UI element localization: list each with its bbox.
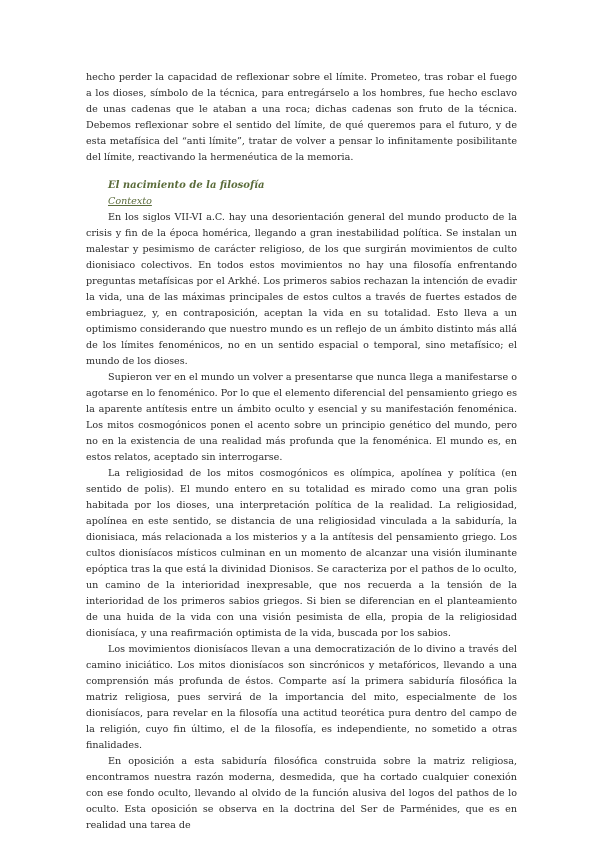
subsection-title: Contexto	[108, 196, 152, 207]
intro-paragraph: hecho perder la capacidad de reflexionar sobre el límite. Prometeo, tras robar el fuego a los dioses, símbolo de la técnica, para entregárselo a los hombres, fue hecho esclavo de unas cadenas que le ataban a una roca; dichas cadenas son fruto de la técnica. Debemos reflexionar sobre el sentido del límite, de qué queremos para el futuro, y de esta metafísica del “anti límite”, tratar de volver a pensar lo infinitamente posibilitante del límite, reactivando la hermenéutica de la memoria.	[86, 72, 517, 163]
body-paragraph: Supieron ver en el mundo un volver a presentarse que nunca llega a manifestarse o agotarse en lo fenoménico. Por lo que el elemento diferencial del pensamiento griego es la aparente antítesis entre un ámbito oculto y esencial y su manifestación fenoménica. Los mitos cosmogónicos ponen el acento sobre un principio genético del mundo, pero no en la existencia de una realidad más profunda que la fenoménica. El mundo es, en estos relatos, aceptado sin interrogarse.	[86, 372, 517, 463]
body-paragraph: En oposición a esta sabiduría filosófica construida sobre la matriz religiosa, encontramos nuestra razón moderna, desmedida, que ha cortado cualquier conexión con ese fondo oculto, llevando al olvido de la función alusiva del logos del pathos de lo oculto. Esta oposición se observa en la doctrina del Ser de Parménides, que es en realidad una tarea de	[86, 756, 517, 831]
section-title: El nacimiento de la filosofía	[108, 180, 265, 191]
body-paragraph: Los movimientos dionisíacos llevan a una democratización de lo divino a través del camino iniciático. Los mitos dionisíacos son sincrónicos y metafóricos, llevando a una comprensión más profunda de éstos. Comparte así la primera sabiduría filosófica la matriz religiosa, pues servirá de la importancia del mito, especialmente de los dionisíacos, para revelar en la filosofía una actitud teorética pura dentro del campo de la religión, cuyo fin último, el de la filosofía, es independiente, no sometido a otras finalidades.	[86, 644, 517, 751]
body-paragraph: La religiosidad de los mitos cosmogónicos es olímpica, apolínea y política (en sentido de polis). El mundo entero en su totalidad es mirado como una gran polis habitada por los dioses, una interpretación política de la realidad. La religiosidad, apolínea en este sentido, se distancia de una religiosidad vinculada a la sabiduría, la dionisiaca, más relacionada a los misterios y a la antítesis del pensamiento griego. Los cultos dionisíacos místicos culminan en un momento de alcanzar una visión iluminante epóptica tras la que está la divinidad Dionisos. Se caracteriza por el pathos de lo oculto, un camino de la interioridad inexpresable, que nos recuerda a la tensión de la interioridad de los primeros sabios griegos. Si bien se diferencian en el planteamiento de una huida de la vida con una visión pesimista de ella, propia de la religiosidad dionisíaca, y una reafirmación optimista de la vida, buscada por los sabios.	[86, 468, 517, 639]
page-body	[86, 70, 517, 834]
body-paragraph: En los siglos VII-VI a.C. hay una desorientación general del mundo producto de la crisis y fin de la época homérica, llegando a gran inestabilidad política. Se instalan un malestar y pesimismo de carácter religioso, de los que surgirán movimientos de culto dionisiaco colectivos. En todos estos movimientos no hay una filosofía enfrentando preguntas metafísicas por el Arkhé. Los primeros sabios rechazan la intención de evadir la vida, una de las máximas principales de estos cultos a través de fuertes estados de embriaguez, y, en contraposición, aceptan la vida en su totalidad. Esto lleva a un optimismo considerando que nuestro mundo es un reflejo de un ámbito distinto más allá de los límites fenoménicos, no en un sentido espacial o temporal, sino metafísico; el mundo de los dioses.	[86, 212, 517, 367]
